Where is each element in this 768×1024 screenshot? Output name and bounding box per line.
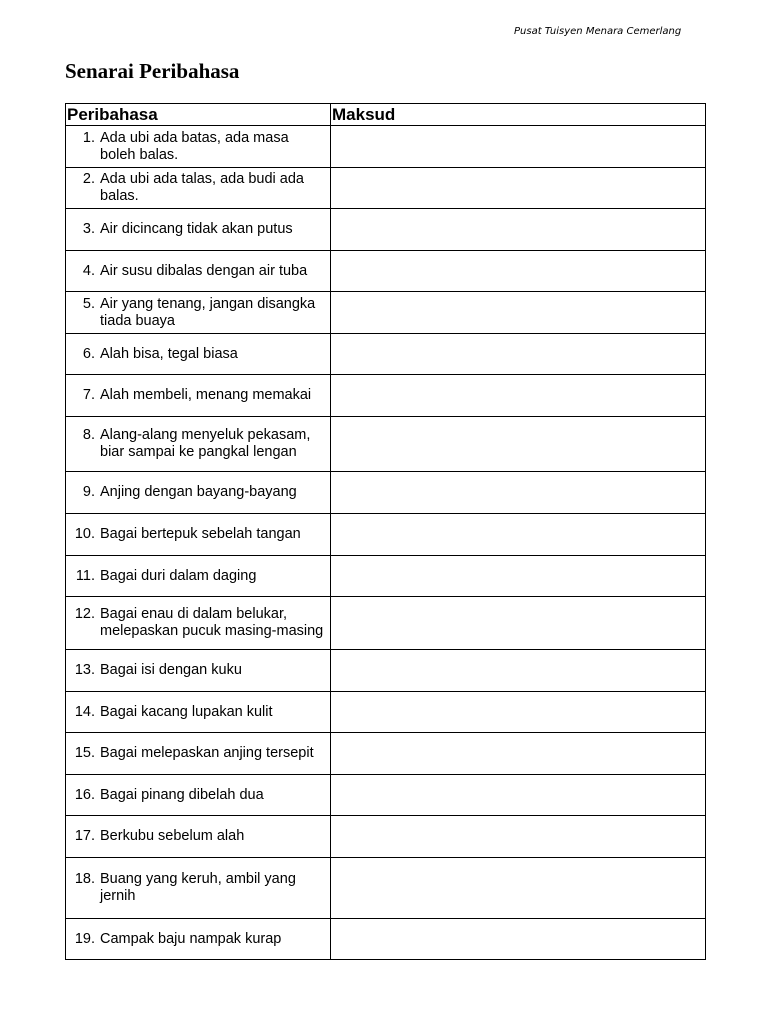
meaning-cell[interactable] — [331, 556, 706, 597]
meaning-cell[interactable] — [331, 292, 706, 334]
table-row — [66, 733, 706, 775]
item-number: 15. — [74, 745, 95, 761]
table-row — [66, 168, 706, 209]
list-item — [66, 606, 330, 640]
proverb-text: Ada ubi ada talas, ada budi ada balas. — [100, 171, 304, 204]
list-item — [66, 221, 330, 238]
list-item — [66, 346, 330, 363]
proverb-cell — [66, 168, 331, 209]
proverb-text: Berkubu sebelum alah — [100, 828, 245, 844]
item-number: 1. — [82, 129, 95, 146]
proverb-text: Air yang tenang, jangan disangka tiada buaya — [100, 295, 316, 329]
proverb-cell — [66, 334, 331, 375]
meaning-cell[interactable] — [331, 126, 706, 168]
proverb-text: Bagai duri dalam daging — [100, 567, 257, 584]
item-number: 9. — [82, 484, 95, 500]
item-number: 5. — [82, 295, 95, 312]
meaning-cell[interactable] — [331, 733, 706, 775]
table-row — [66, 209, 706, 251]
item-number: 8. — [82, 427, 95, 443]
proverb-text: Bagai kacang lupakan kulit — [100, 703, 273, 720]
table-row — [66, 251, 706, 292]
proverb-text: Campak baju nampak kurap — [100, 930, 282, 947]
meaning-cell[interactable] — [331, 775, 706, 816]
meaning-cell[interactable] — [331, 650, 706, 692]
column-header-maksud: Maksud — [331, 104, 706, 126]
meaning-cell[interactable] — [331, 858, 706, 919]
table-row — [66, 375, 706, 417]
list-item — [66, 171, 330, 205]
proverb-cell — [66, 292, 331, 334]
page-header: Pusat Tuisyen Menara Cemerlang — [514, 26, 682, 37]
list-item — [66, 484, 330, 501]
column-header-peribahasa: Peribahasa — [66, 104, 331, 126]
meaning-cell[interactable] — [331, 168, 706, 209]
list-item — [66, 871, 330, 905]
list-item — [66, 427, 330, 461]
table-row — [66, 514, 706, 556]
list-item — [66, 263, 330, 280]
item-number: 3. — [82, 221, 95, 237]
table-row — [66, 472, 706, 514]
proverb-table — [65, 103, 706, 960]
meaning-cell[interactable] — [331, 692, 706, 733]
proverb-cell — [66, 733, 331, 775]
proverb-text: Buang yang keruh, ambil yang jernih — [100, 871, 296, 904]
proverb-text: Bagai melepaskan anjing tersepit — [100, 745, 314, 761]
table-row — [66, 556, 706, 597]
meaning-cell[interactable] — [331, 472, 706, 514]
item-number: 10. — [74, 526, 95, 542]
item-number: 17. — [74, 828, 95, 844]
list-item — [66, 704, 330, 721]
proverb-cell — [66, 597, 331, 650]
item-number: 2. — [82, 171, 95, 187]
item-number: 16. — [74, 786, 95, 803]
proverb-text: Bagai bertepuk sebelah tangan — [100, 526, 301, 542]
list-item — [66, 296, 330, 330]
meaning-cell[interactable] — [331, 334, 706, 375]
meaning-cell[interactable] — [331, 251, 706, 292]
table-row — [66, 126, 706, 168]
list-item — [66, 828, 330, 845]
table-row — [66, 292, 706, 334]
proverb-cell — [66, 692, 331, 733]
meaning-cell[interactable] — [331, 209, 706, 251]
proverb-cell — [66, 375, 331, 417]
proverb-cell — [66, 650, 331, 692]
proverb-cell — [66, 251, 331, 292]
proverb-cell — [66, 556, 331, 597]
proverb-text: Alah membeli, menang memakai — [100, 387, 312, 403]
proverb-text: Alang-alang menyeluk pekasam, biar sampai ke pangkal lengan — [100, 427, 311, 460]
list-item — [66, 526, 330, 543]
proverb-text: Anjing dengan bayang-bayang — [100, 484, 297, 500]
table-row — [66, 692, 706, 733]
meaning-cell[interactable] — [331, 417, 706, 472]
item-number: 19. — [74, 930, 95, 947]
proverb-text: Ada ubi ada batas, ada masa boleh balas. — [100, 129, 289, 163]
table-row — [66, 919, 706, 960]
meaning-cell[interactable] — [331, 514, 706, 556]
meaning-cell[interactable] — [331, 375, 706, 417]
proverb-text: Air dicincang tidak akan putus — [100, 221, 293, 237]
list-item — [66, 130, 330, 164]
list-item — [66, 387, 330, 404]
table-header-row — [66, 104, 706, 126]
item-number: 12. — [74, 606, 95, 622]
list-item — [66, 662, 330, 679]
table-row — [66, 816, 706, 858]
list-item — [66, 568, 330, 585]
proverb-text: Alah bisa, tegal biasa — [100, 345, 238, 362]
list-item — [66, 787, 330, 804]
meaning-cell[interactable] — [331, 597, 706, 650]
proverb-cell — [66, 417, 331, 472]
item-number: 4. — [82, 262, 95, 279]
list-item — [66, 745, 330, 762]
table-row — [66, 597, 706, 650]
proverb-cell — [66, 514, 331, 556]
proverb-cell — [66, 472, 331, 514]
table-row — [66, 334, 706, 375]
proverb-text: Bagai pinang dibelah dua — [100, 786, 264, 803]
item-number: 18. — [74, 871, 95, 887]
table-row — [66, 650, 706, 692]
meaning-cell[interactable] — [331, 816, 706, 858]
proverb-cell — [66, 919, 331, 960]
proverb-cell — [66, 126, 331, 168]
proverb-cell — [66, 816, 331, 858]
item-number: 14. — [74, 703, 95, 720]
proverb-cell — [66, 209, 331, 251]
proverb-text: Air susu dibalas dengan air tuba — [100, 262, 308, 279]
table-row — [66, 417, 706, 472]
page-title: Senarai Peribahasa — [65, 59, 240, 83]
table-row — [66, 858, 706, 919]
table-row — [66, 775, 706, 816]
proverb-cell — [66, 775, 331, 816]
proverb-text: Bagai isi dengan kuku — [100, 662, 242, 678]
proverb-cell — [66, 858, 331, 919]
item-number: 7. — [82, 387, 95, 403]
meaning-cell[interactable] — [331, 919, 706, 960]
list-item — [66, 931, 330, 948]
item-number: 11. — [75, 567, 95, 584]
item-number: 13. — [74, 662, 95, 678]
proverb-text: Bagai enau di dalam belukar, melepaskan pucuk masing-masing — [100, 606, 324, 639]
item-number: 6. — [82, 345, 95, 362]
